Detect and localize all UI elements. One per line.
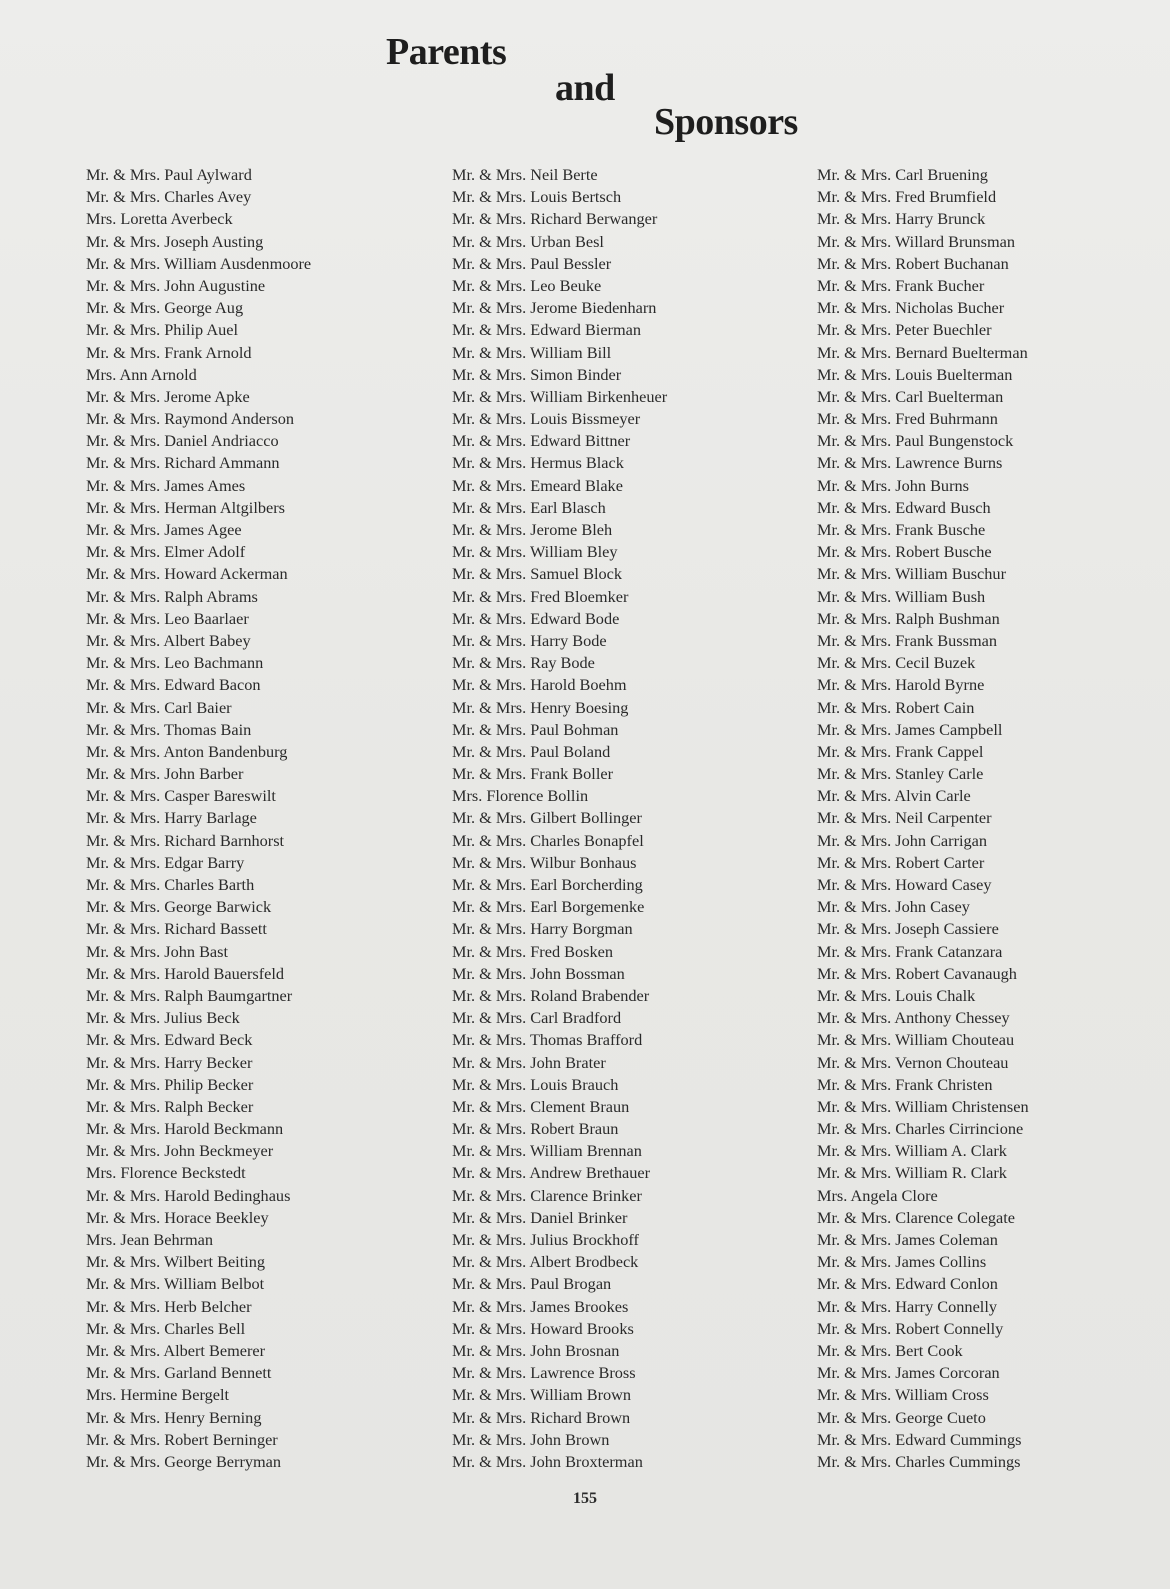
sponsor-name: Mr. & Mrs. Neil Carpenter [817,808,992,828]
sponsor-name: Mr. & Mrs. Philip Auel [86,320,238,340]
sponsor-name: Mr. & Mrs. Paul Bessler [452,253,612,273]
sponsor-name: Mr. & Mrs. Paul Bohman [452,719,619,739]
sponsor-name: Mr. & Mrs. Frank Catanzara [817,941,1003,961]
sponsor-name: Mr. & Mrs. Edward Conlon [817,1274,998,1294]
sponsor-name: Mr. & Mrs. Carl Baier [86,697,232,717]
sponsor-name: Mr. & Mrs. James Brookes [452,1296,629,1316]
sponsor-name: Mr. & Mrs. Harry Barlage [86,808,257,828]
sponsor-name: Mr. & Mrs. Charles Bonapfel [452,830,644,850]
sponsor-name: Mr. & Mrs. Leo Baarlaer [86,608,249,628]
sponsor-name: Mr. & Mrs. Jerome Biedenharn [452,298,657,318]
sponsor-name: Mr. & Mrs. Casper Bareswilt [86,786,276,806]
sponsor-name: Mr. & Mrs. Earl Borcherding [452,875,643,894]
sponsor-name: Mr. & Mrs. Carl Bruening [817,165,988,184]
sponsor-name: Mr. & Mrs. Vernon Chouteau [817,1052,1009,1072]
sponsor-name: Mr. & Mrs. Edward Bacon [86,675,261,695]
sponsor-name: Mr. & Mrs. William Ausdenmoore [86,253,312,273]
sponsor-name: Mr. & Mrs. William Chouteau [817,1030,1015,1050]
sponsor-name: Mr. & Mrs. Ray Bode [452,653,595,673]
sponsor-name: Mr. & Mrs. Roland Brabender [452,985,650,1005]
sponsor-name: Mr. & Mrs. Neil Berte [452,165,598,184]
sponsor-name: Mr. & Mrs. Daniel Brinker [452,1207,628,1227]
sponsor-name: Mr. & Mrs. Harry Borgman [452,919,633,939]
sponsor-name: Mr. & Mrs. Raymond Anderson [86,409,295,429]
sponsor-name: Mr. & Mrs. Robert Connelly [817,1318,1004,1338]
sponsor-name: Mr. & Mrs. Louis Bertsch [452,187,622,207]
sponsor-name: Mr. & Mrs. James Campbell [817,719,1003,739]
sponsor-name: Mr. & Mrs. Julius Beck [86,1008,240,1028]
sponsor-name: Mr. & Mrs. Charles Cummings [817,1451,1021,1471]
sponsor-name: Mr. & Mrs. Fred Brumfield [817,187,997,207]
sponsor-name: Mr. & Mrs. John Brown [452,1429,610,1449]
sponsor-name: Mr. & Mrs. Harold Boehm [452,675,627,695]
sponsor-name: Mr. & Mrs. Charles Barth [86,875,255,894]
sponsor-name: Mr. & Mrs. John Broxterman [452,1451,643,1471]
sponsor-name: Mr. & Mrs. Edward Bittner [452,431,631,451]
sponsor-name: Mr. & Mrs. Ralph Baumgartner [86,985,293,1005]
sponsor-name: Mr. & Mrs. Howard Brooks [452,1318,634,1338]
sponsor-name: Mr. & Mrs. John Augustine [86,275,266,295]
sponsor-name: Mr. & Mrs. Thomas Brafford [452,1030,643,1050]
sponsor-column-2 [452,164,667,1473]
sponsor-name: Mr. & Mrs. Frank Arnold [86,342,252,362]
sponsor-name: Mr. & Mrs. Urban Besl [452,231,604,251]
sponsor-name: Mr. & Mrs. Joseph Austing [86,231,264,251]
sponsor-name: Mr. & Mrs. Robert Busche [817,542,992,562]
sponsor-name: Mr. & Mrs. Richard Ammann [86,453,280,473]
sponsor-name: Mr. & Mrs. Fred Buhrmann [817,409,998,429]
sponsor-name: Mr. & Mrs. Jerome Bleh [452,520,613,539]
sponsor-name: Mr. & Mrs. Edward Bierman [452,320,642,340]
sponsor-name: Mr. & Mrs. William Birkenheuer [452,386,668,406]
sponsor-name: Mr. & Mrs. Nicholas Bucher [817,298,1005,318]
sponsor-name: Mr. & Mrs. Hermus Black [452,453,624,473]
sponsor-name: Mr. & Mrs. Lawrence Bross [452,1363,636,1383]
sponsor-name: Mr. & Mrs. Charles Avey [86,187,252,207]
sponsor-name: Mr. & Mrs. Carl Buelterman [817,386,1004,406]
sponsor-name: Mr. & Mrs. Louis Chalk [817,985,976,1005]
sponsor-name: Mr. & Mrs. John Barber [86,764,244,784]
sponsor-name: Mr. & Mrs. William Brennan [452,1141,642,1161]
sponsor-name: Mr. & Mrs. Paul Aylward [86,165,252,184]
sponsor-name: Mr. & Mrs. Herman Altgilbers [86,497,285,517]
sponsor-name: Mr. & Mrs. Richard Bassett [86,919,267,939]
sponsor-name: Mr. & Mrs. James Corcoran [817,1363,1000,1383]
sponsor-name: Mr. & Mrs. Henry Boesing [452,697,629,717]
sponsor-name: Mr. & Mrs. Horace Beekley [86,1207,269,1227]
sponsor-name: Mr. & Mrs. William Bush [817,586,986,606]
sponsor-name: Mr. & Mrs. Richard Brown [452,1407,631,1427]
sponsor-name: Mr. & Mrs. James Agee [86,520,242,539]
sponsor-name: Mr. & Mrs. Charles Cirrincione [817,1119,1024,1139]
sponsor-name: Mr. & Mrs. Stanley Carle [817,764,984,784]
sponsor-name: Mr. & Mrs. Robert Berninger [86,1429,278,1449]
sponsor-name: Mr. & Mrs. Frank Christen [817,1074,993,1094]
sponsor-name: Mr. & Mrs. Garland Bennett [86,1363,272,1383]
sponsor-name: Mr. & Mrs. Louis Buelterman [817,364,1013,384]
sponsor-name: Mrs. Jean Behrman [86,1230,214,1249]
sponsor-name: Mr. & Mrs. Harry Bode [452,630,607,650]
sponsor-name: Mr. & Mrs. Fred Bloemker [452,586,629,606]
sponsor-name: Mr. & Mrs. Jerome Apke [86,386,250,406]
sponsor-name: Mr. & Mrs. James Collins [817,1252,987,1272]
sponsor-name: Mr. & Mrs. Clarence Brinker [452,1185,642,1205]
sponsor-name: Mr. & Mrs. Wilbert Beiting [86,1252,266,1272]
sponsor-name: Mr. & Mrs. Philip Becker [86,1074,254,1094]
sponsor-name: Mr. & Mrs. Carl Bradford [452,1008,622,1028]
sponsor-name: Mr. & Mrs. Samuel Block [452,564,623,584]
sponsor-name: Mr. & Mrs. William Christensen [817,1096,1029,1116]
sponsor-name: Mr. & Mrs. George Aug [86,298,244,318]
sponsor-name: Mr. & Mrs. George Barwick [86,897,272,917]
sponsor-name: Mr. & Mrs. Frank Busche [817,520,986,539]
sponsor-name: Mr. & Mrs. James Coleman [817,1230,998,1249]
sponsor-name: Mr. & Mrs. Louis Bissmeyer [452,409,641,429]
sponsor-name: Mr. & Mrs. Clarence Colegate [817,1207,1016,1227]
sponsor-name: Mr. & Mrs. Harold Bedinghaus [86,1185,291,1205]
sponsor-name: Mrs. Angela Clore [817,1185,938,1205]
sponsor-name: Mr. & Mrs. Edward Bode [452,608,620,628]
sponsor-name: Mrs. Florence Beckstedt [86,1163,246,1183]
sponsor-name: Mr. & Mrs. Edward Busch [817,497,991,517]
sponsor-name: Mr. & Mrs. Edward Cummings [817,1429,1022,1449]
sponsor-name: Mr. & Mrs. Herb Belcher [86,1296,252,1316]
sponsor-name: Mr. & Mrs. Simon Binder [452,364,622,384]
sponsor-name: Mr. & Mrs. Clement Braun [452,1096,630,1116]
sponsor-name: Mr. & Mrs. Robert Carter [817,852,985,872]
sponsor-column-3 [817,164,1029,1473]
sponsor-name: Mr. & Mrs. Albert Brodbeck [452,1252,639,1272]
sponsor-name: Mr. & Mrs. Anthony Chessey [817,1008,1010,1028]
sponsor-name: Mr. & Mrs. Frank Boller [452,764,613,784]
sponsor-name: Mr. & Mrs. George Berryman [86,1451,282,1471]
sponsor-name: Mr. & Mrs. Lawrence Burns [817,453,1003,473]
sponsor-name: Mr. & Mrs. Wilbur Bonhaus [452,852,637,872]
sponsor-name: Mr. & Mrs. John Bossman [452,963,625,983]
sponsor-name: Mr. & Mrs. Edgar Barry [86,852,245,872]
sponsor-name: Mr. & Mrs. Willard Brunsman [817,231,1016,251]
sponsor-name: Mr. & Mrs. Ralph Becker [86,1096,254,1116]
sponsor-column-1 [86,164,311,1473]
sponsor-name: Mr. & Mrs. Paul Brogan [452,1274,612,1294]
sponsor-name: Mr. & Mrs. Frank Cappel [817,741,984,761]
sponsor-name: Mr. & Mrs. James Ames [86,475,246,495]
sponsor-name: Mr. & Mrs. Bernard Buelterman [817,342,1028,362]
page-number: 155 [573,1490,597,1507]
sponsor-name: Mr. & Mrs. Julius Brockhoff [452,1230,639,1249]
sponsor-name: Mr. & Mrs. Emeard Blake [452,475,623,495]
sponsor-name: Mr. & Mrs. John Brater [452,1052,606,1072]
sponsor-name: Mr. & Mrs. Henry Berning [86,1407,262,1427]
sponsor-name: Mr. & Mrs. Richard Barnhorst [86,830,285,850]
sponsor-name: Mr. & Mrs. Richard Berwanger [452,209,658,229]
sponsor-name: Mr. & Mrs. Robert Buchanan [817,253,1009,273]
sponsor-name: Mr. & Mrs. John Beckmeyer [86,1141,274,1161]
sponsor-name: Mr. & Mrs. Fred Bosken [452,941,614,961]
sponsor-name: Mr. & Mrs. Alvin Carle [817,786,971,806]
sponsor-name: Mr. & Mrs. Paul Bungenstock [817,431,1014,451]
sponsor-name: Mr. & Mrs. Paul Boland [452,741,611,761]
sponsor-name: Mr. & Mrs. Howard Casey [817,875,992,894]
sponsor-name: Mrs. Ann Arnold [86,364,197,384]
sponsor-name: Mr. & Mrs. Harry Brunck [817,209,986,229]
sponsor-name: Mr. & Mrs. John Bast [86,941,229,961]
sponsor-name: Mrs. Florence Bollin [452,786,589,806]
sponsor-name: Mr. & Mrs. Daniel Andriacco [86,431,279,451]
sponsor-name: Mr. & Mrs. Gilbert Bollinger [452,808,642,828]
sponsor-name: Mr. & Mrs. Robert Cain [817,697,975,717]
sponsor-name: Mr. & Mrs. Earl Borgemenke [452,897,645,917]
sponsor-name: Mr. & Mrs. Peter Buechler [817,320,992,340]
sponsor-name: Mr. & Mrs. Harold Bauersfeld [86,963,285,983]
sponsor-name: Mr. & Mrs. Anton Bandenburg [86,741,288,761]
sponsor-name: Mr. & Mrs. William A. Clark [817,1141,1007,1161]
sponsor-name: Mr. & Mrs. Robert Braun [452,1119,619,1139]
sponsor-name: Mr. & Mrs. Bert Cook [817,1340,963,1360]
sponsor-name: Mr. & Mrs. John Carrigan [817,830,988,850]
sponsor-name: Mr. & Mrs. Edward Beck [86,1030,253,1050]
sponsor-name: Mr. & Mrs. Albert Babey [86,630,251,650]
sponsor-name: Mr. & Mrs. Harold Byrne [817,675,985,695]
sponsor-name: Mr. & Mrs. William Bill [452,342,612,362]
sponsor-name: Mr. & Mrs. Thomas Bain [86,719,252,739]
sponsor-name: Mr. & Mrs. John Brosnan [452,1340,620,1360]
sponsor-name: Mr. & Mrs. Leo Beuke [452,275,602,295]
sponsor-name: Mr. & Mrs. William R. Clark [817,1163,1007,1183]
sponsor-name: Mr. & Mrs. Charles Bell [86,1318,246,1338]
sponsor-name: Mr. & Mrs. William Buschur [817,564,1006,584]
sponsor-name: Mr. & Mrs. Frank Bussman [817,630,998,650]
sponsor-name: Mr. & Mrs. William Brown [452,1385,632,1405]
sponsor-name: Mr. & Mrs. Ralph Bushman [817,608,1000,628]
sponsor-name: Mrs. Loretta Averbeck [86,209,233,229]
sponsor-name: Mr. & Mrs. Andrew Brethauer [452,1163,651,1183]
sponsor-name: Mr. & Mrs. Howard Ackerman [86,564,288,584]
sponsor-name: Mr. & Mrs. John Burns [817,475,969,495]
sponsor-name: Mr. & Mrs. Frank Bucher [817,275,985,295]
sponsor-name: Mr. & Mrs. Leo Bachmann [86,653,264,673]
sponsor-name: Mr. & Mrs. Albert Bemerer [86,1340,266,1360]
sponsor-name: Mrs. Hermine Bergelt [86,1385,230,1405]
sponsor-name: Mr. & Mrs. Elmer Adolf [86,542,246,562]
sponsor-name: Mr. & Mrs. Ralph Abrams [86,586,258,606]
sponsor-name: Mr. & Mrs. William Belbot [86,1274,265,1294]
title-and: and [555,67,615,109]
sponsor-name: Mr. & Mrs. Harry Connelly [817,1296,997,1316]
sponsor-name: Mr. & Mrs. William Bley [452,542,618,562]
sponsor-name: Mr. & Mrs. Louis Brauch [452,1074,619,1094]
sponsor-name: Mr. & Mrs. Joseph Cassiere [817,919,999,939]
title-sponsors: Sponsors [654,101,798,143]
sponsor-name: Mr. & Mrs. Cecil Buzek [817,653,976,673]
sponsor-name: Mr. & Mrs. Robert Cavanaugh [817,963,1017,983]
sponsor-name: Mr. & Mrs. William Cross [817,1385,989,1405]
sponsor-name: Mr. & Mrs. Earl Blasch [452,497,606,517]
title-parents: Parents [386,31,507,73]
sponsor-name: Mr. & Mrs. Harry Becker [86,1052,253,1072]
sponsor-name: Mr. & Mrs. Harold Beckmann [86,1119,284,1139]
sponsor-name: Mr. & Mrs. George Cueto [817,1407,986,1427]
sponsor-name: Mr. & Mrs. John Casey [817,897,970,917]
